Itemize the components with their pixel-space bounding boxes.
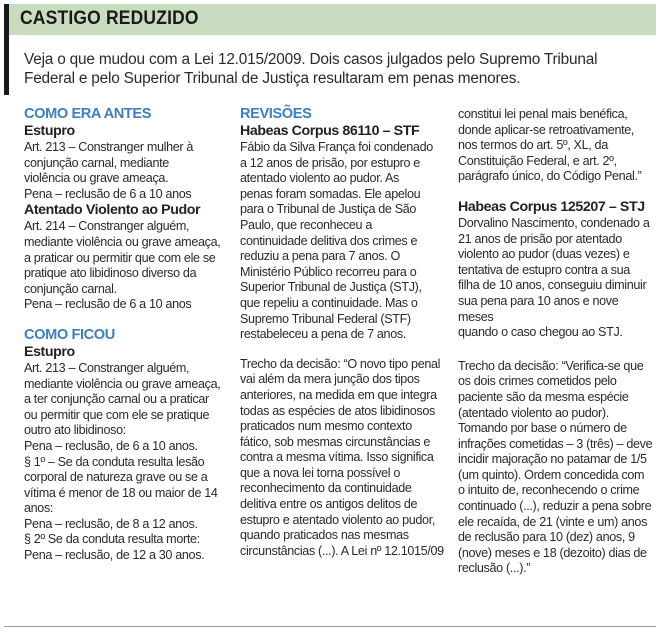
column-left [24, 106, 229, 564]
hc1-trecho-cont: constitui lei penal mais benéfica, donde aplicar-se retroativamente, nos termos do art. 5º, XL, da Constituição Federal, e art. 2º, parágrafo único, do Código Penal.” [458, 107, 642, 184]
section-heading-revisoes: REVISÕES [240, 106, 312, 122]
column-middle [240, 106, 450, 559]
hc2-text: Dorvalino Nascimento, condenado a 21 anos de prisão por atentado violento ao pudor (duas vezes) e tentativa de estupro contra a sua filha de 10 anos, conseguiu diminuir sua pena para 10 anos e nove meses quando o caso chegou ao STJ. [458, 215, 650, 340]
page-title: CASTIGO REDUZIDO [20, 8, 199, 29]
estupro-new-text: Art. 213 – Constranger alguém, mediante violência ou grave ameaça, a ter conjunção carnal ou a praticar ou permitir que com ele se pratique outro ato libidinoso: [24, 360, 221, 438]
pena-1: Pena – reclusão, de 6 a 10 anos. [24, 438, 198, 453]
estupro-old-title: Estupro [24, 123, 75, 139]
hc1-title: Habeas Corpus 86110 – STF [240, 123, 420, 139]
hc2-trecho: Trecho da decisão: “Verifica-se que os dois crimes cometidos pelo paciente são da mesma espécie (atentado violento ao pudor). Tomando por base o número de infrações cometidas – 3 (três) – deve incidir majoração no patamar de 1/5 (um quinto). Ordem concedida com o intuito de, reconhecendo o crime continuado (...), reduzir a pena sobre ele recaída, de 21 (vinte e um) anos de reclusão para 10 (dez) anos, 9 (nove) meses e 18 (dezoito) dias de reclusão (...).” [458, 358, 653, 576]
intro-text: Veja o que mudou com a Lei 12.015/2009. Dois casos julgados pelo Supremo Tribunal Federal e pelo Superior Tribunal de Justiça resultaram em penas menores. [24, 51, 598, 87]
pena-2: Pena – reclusão, de 8 a 12 anos. [24, 516, 198, 531]
atentado-pena: Pena – reclusão de 6 a 10 anos [24, 297, 192, 312]
estupro-old-text: Art. 213 – Constranger mulher à conjunção carnal, mediante violência ou grave ameaça. [24, 140, 194, 186]
atentado-text: Art. 214 – Constranger alguém, mediante violência ou grave ameaça, a praticar ou permitir que com ele se pratique ato libidinoso diverso da conjunção carnal. [24, 219, 221, 296]
accent-rule [4, 35, 9, 95]
column-right [458, 107, 656, 577]
paragraph-2: § 2º Se da conduta resulta morte: [24, 532, 200, 547]
section-heading-como-era-antes: COMO ERA ANTES [24, 106, 152, 122]
hc1-text: Fábio da Silva França foi condenado a 12 anos de prisão, por estupro e atentado violento ao pudor. As penas foram somadas. Ele apelou para o Tribunal de Justiça de São Paulo, que reconheceu a continuidade delitiva dos crimes e reduziu a pena para 7 anos. O Ministério Público recorreu para o Superior Tribunal de Justiça (STJ), que repeliu a continuidade. Mas o Supremo Tribunal Federal (STF) restabeleceu a pena de 7 anos. [240, 140, 433, 342]
atentado-title: Atentado Violento ao Pudor [24, 202, 201, 219]
hc1-trecho: Trecho da decisão: “O novo tipo penal vai além da mera junção dos tipos anteriores, na medida em que integra todas as espécies de atos libidinosos praticados num mesmo contexto fático, sob mesmas circunstâncias e contra a mesma vítima. Isso significa que a nova lei torna possível o reconhecimento da continuidade delitiva entre os antigos delitos de estupro e atentado violento ao pudor, quando praticados nas mesmas circunstâncias (...). A Lei nº 12.1015/09 [240, 356, 444, 558]
hc2-title: Habeas Corpus 125207 – STJ [458, 198, 645, 215]
section-heading-como-ficou: COMO FICOU [24, 326, 115, 343]
header-bar [4, 4, 656, 35]
estupro-new-title: Estupro [24, 343, 75, 360]
paragraph-1: § 1º – Se da conduta resulta lesão corporal de natureza grave ou se a vítima é menor de 18 ou maior de 14 anos: [24, 454, 218, 516]
estupro-old-pena: Pena – reclusão de 6 a 10 anos [24, 186, 192, 201]
pena-3: Pena – reclusão, de 12 a 30 anos. [24, 548, 205, 563]
bottom-rule [4, 626, 656, 627]
